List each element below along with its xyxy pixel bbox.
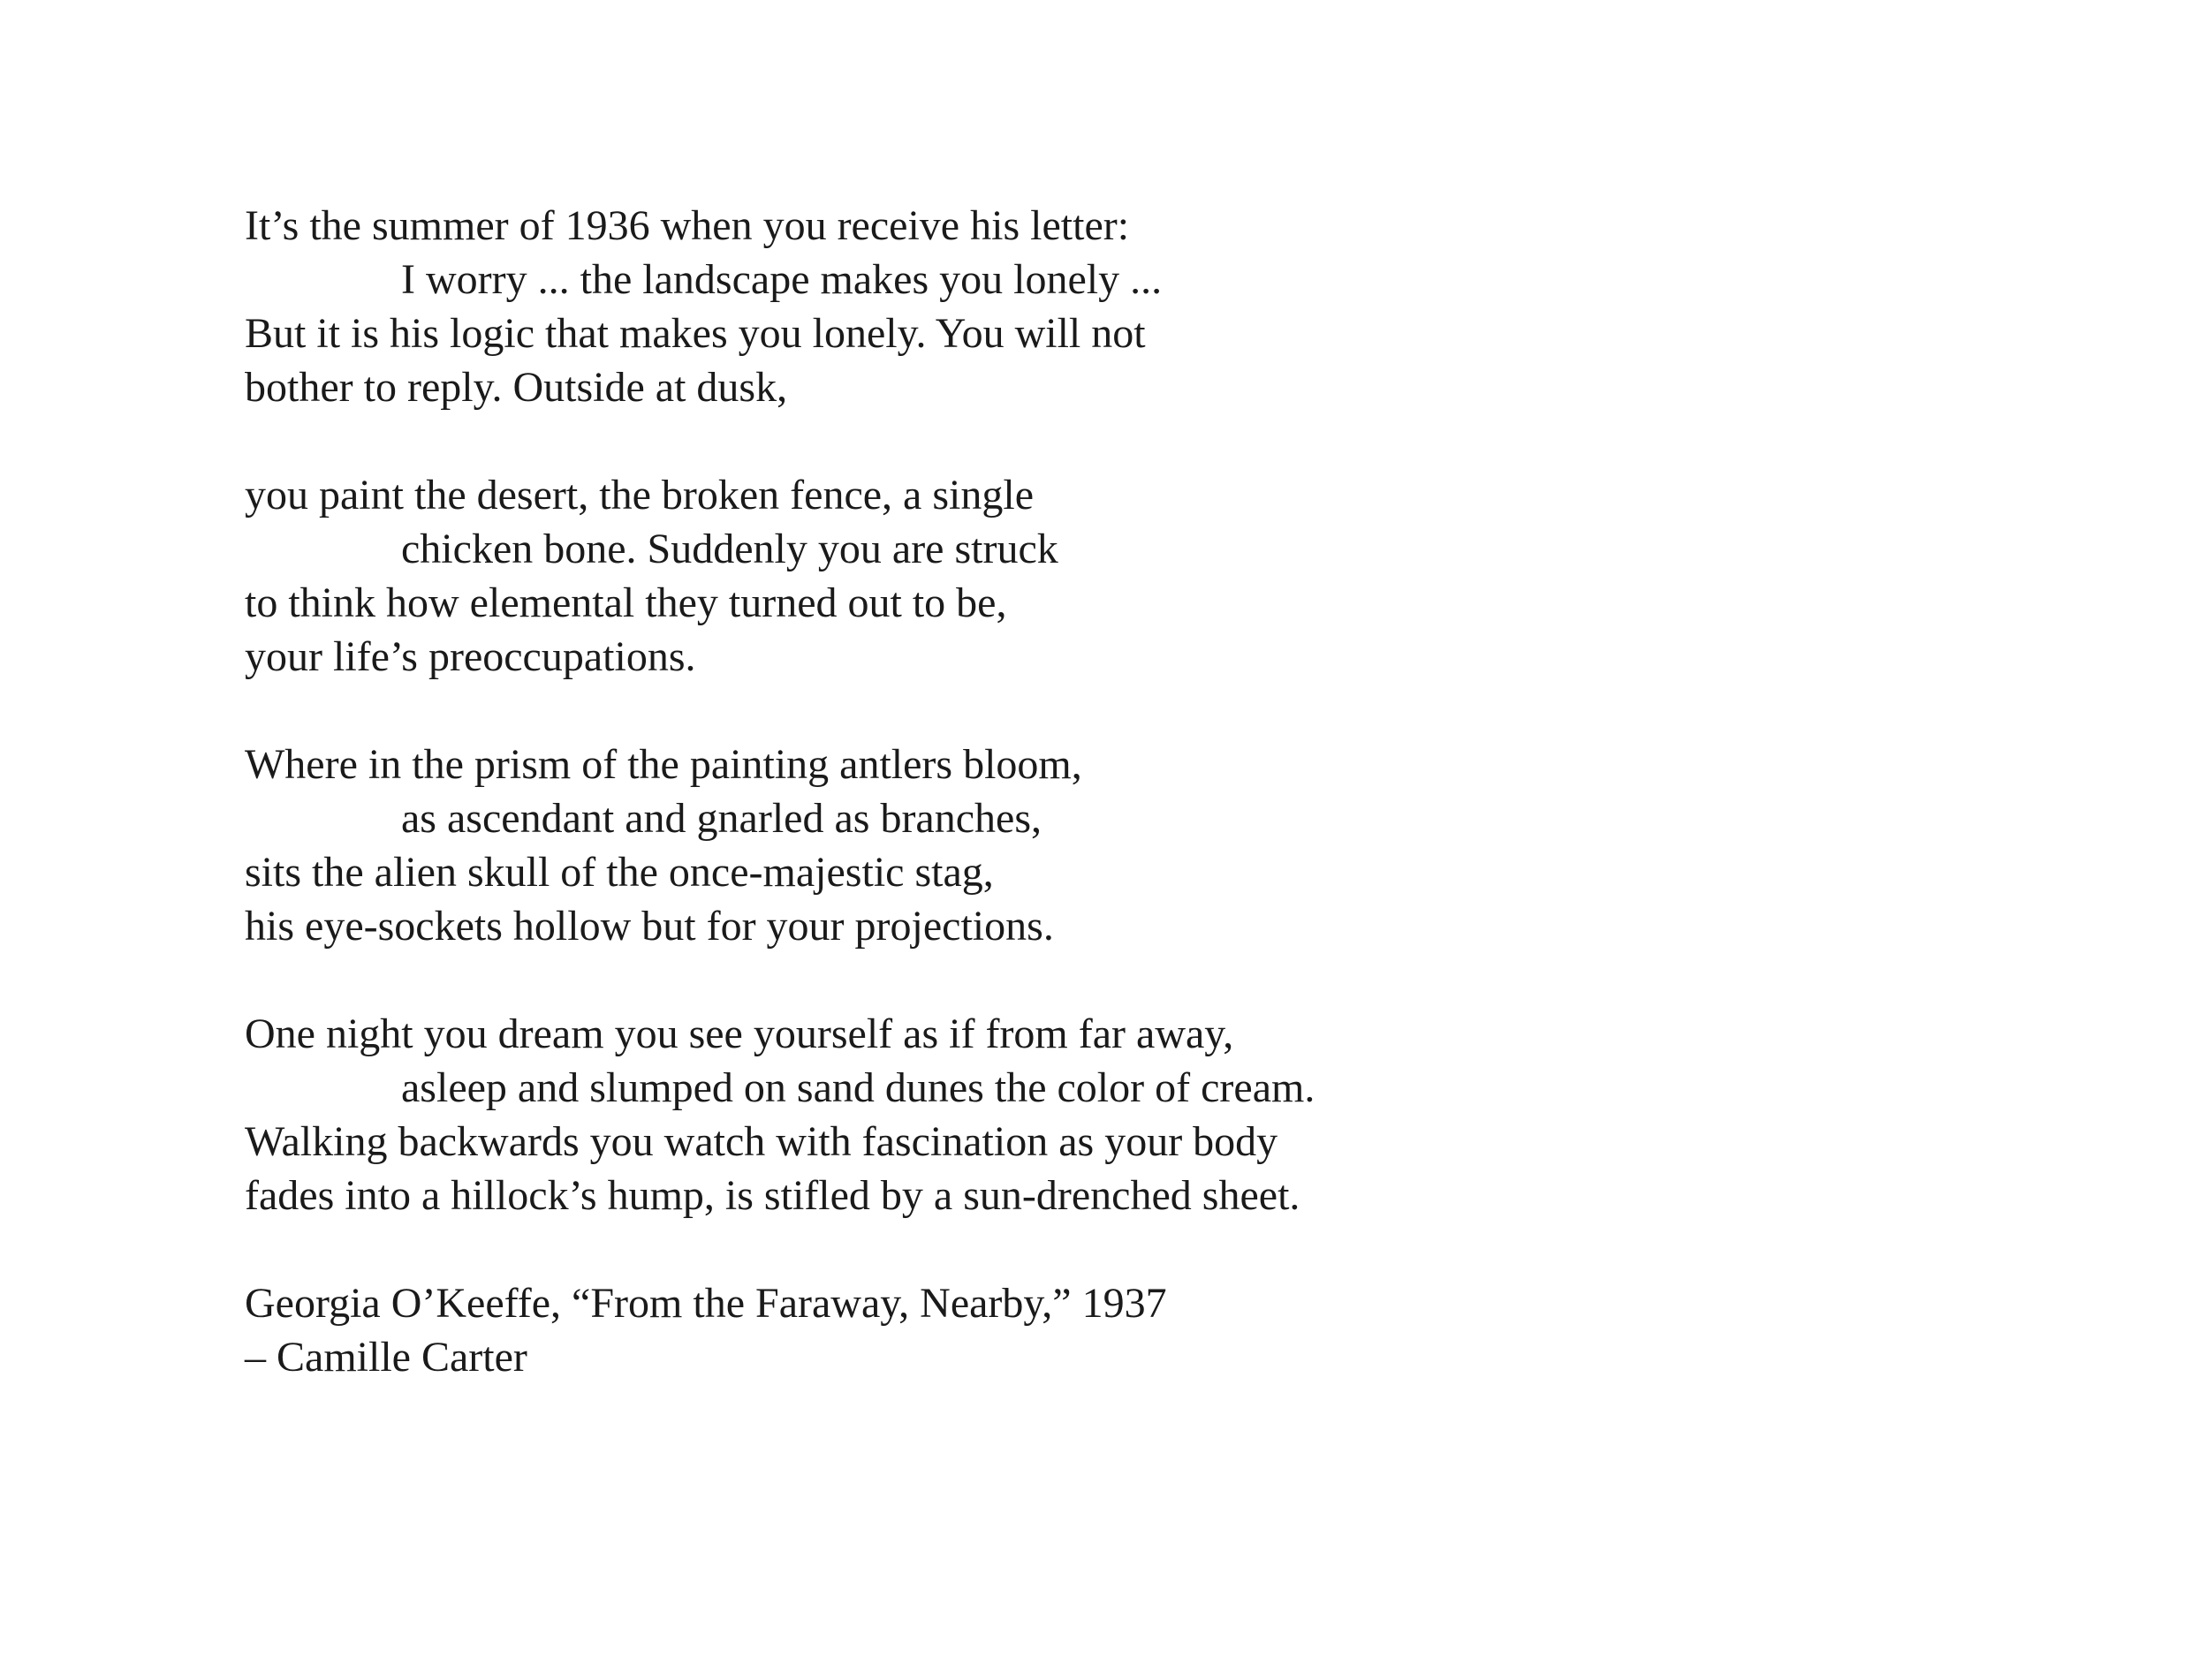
stanza-2 [245,468,1923,684]
poem-line: Where in the prism of the painting antlers bloom, [245,741,1082,788]
poem-line: Walking backwards you watch with fascination as your body [245,1118,1278,1165]
attribution [245,1276,1923,1384]
poem-line: bother to reply. Outside at dusk, [245,364,788,411]
poem-line: sits the alien skull of the once-majestic stag, [245,849,994,896]
poem-line-indented: as ascendant and gnarled as branches, [401,795,1042,842]
poem-line-indented: I worry ... the landscape makes you lonely ... [401,256,1163,303]
poem-line-indented: asleep and slumped on sand dunes the color of cream. [401,1064,1315,1111]
stanza-1 [245,199,1923,414]
poem-line: It’s the summer of 1936 when you receive his letter: [245,202,1130,249]
stanza-4 [245,1007,1923,1222]
poem-line: to think how elemental they turned out to be, [245,579,1007,626]
poem-line: your life’s preoccupations. [245,633,696,680]
poem-line: you paint the desert, the broken fence, a single [245,472,1035,518]
poem-line: One night you dream you see yourself as if from far away, [245,1010,1234,1057]
poem-line: fades into a hillock’s hump, is stifled by a sun-drenched sheet. [245,1172,1300,1219]
stanza-3 [245,738,1923,953]
poem-line: But it is his logic that makes you lonely. You will not [245,310,1146,357]
poem-line-indented: chicken bone. Suddenly you are struck [401,526,1058,572]
poem-line: his eye-sockets hollow but for your projections. [245,903,1054,950]
attribution-title: Georgia O’Keeffe, “From the Faraway, Nearby,” 1937 [245,1280,1167,1327]
poem-body [245,199,1923,1438]
attribution-author: – Camille Carter [245,1334,527,1381]
